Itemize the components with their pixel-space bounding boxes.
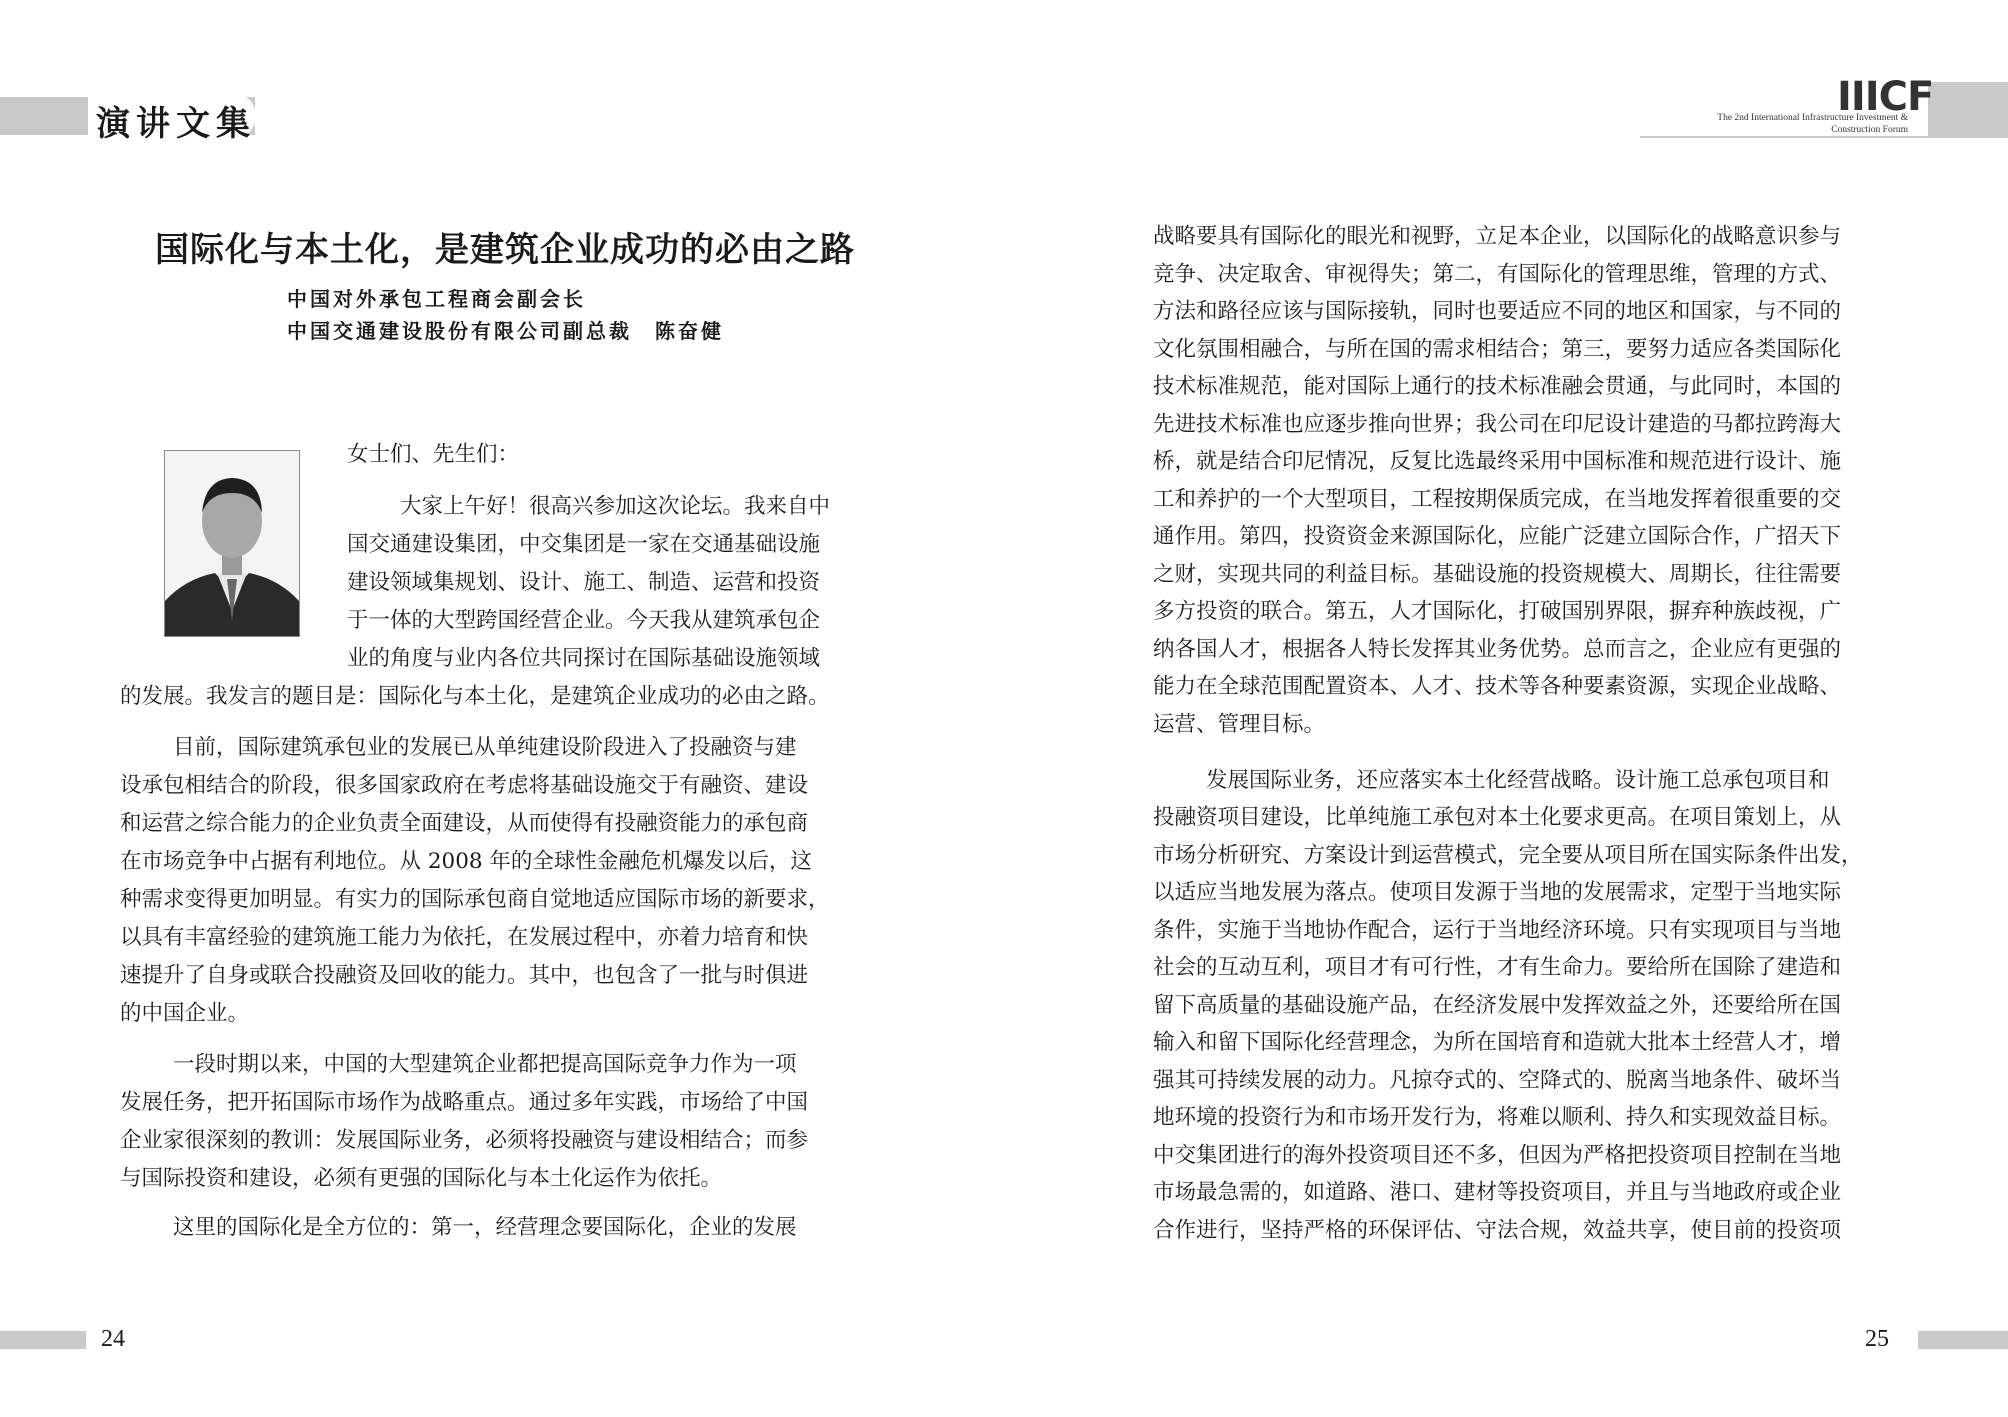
left-text-line: 女士们、先生们： <box>347 442 520 467</box>
right-text-line: 合作进行，坚持严格的环保评估、守法合规，效益共享，使目前的投资项 <box>1153 1218 1842 1243</box>
left-text-line: 的中国企业。 <box>120 1001 250 1026</box>
author-affiliation-1: 中国对外承包工程商会副会长 <box>287 287 586 311</box>
header-bar-right <box>1928 82 2008 138</box>
left-text-line: 设承包相结合的阶段，很多国家政府在考虑将基础设施交于有融资、建设 <box>120 773 809 798</box>
left-text-line: 在市场竞争中占据有利地位。从 2008 年的全球性金融危机爆发以后，这 <box>120 849 812 874</box>
footer-bar-right <box>1918 1331 2008 1349</box>
right-text-line: 桥，就是结合印尼情况，反复比选最终采用中国标准和规范进行设计、施 <box>1153 449 1842 474</box>
left-text-line: 业的角度与业内各位共同探讨在国际基础设施领域 <box>347 646 821 671</box>
section-title: 演讲文集 <box>96 104 256 144</box>
left-text-line: 发展任务，把开拓国际市场作为战略重点。通过多年实践，市场给了中国 <box>120 1090 809 1115</box>
right-text-line: 市场分析研究、方案设计到运营模式，完全要从项目所在国实际条件出发， <box>1153 843 1863 868</box>
left-text-line: 国交通建设集团，中交集团是一家在交通基础设施 <box>347 532 821 557</box>
left-text-line: 企业家很深刻的教训：发展国际业务，必须将投融资与建设相结合；而参 <box>120 1128 809 1153</box>
right-text-line: 运营、管理目标。 <box>1153 712 1326 737</box>
right-text-line: 社会的互动互利，项目才有可行性，才有生命力。要给所在国除了建造和 <box>1153 955 1842 980</box>
right-text-line: 纳各国人才，根据各人特长发挥其业务优势。总而言之，企业应有更强的 <box>1153 637 1842 662</box>
article-title: 国际化与本土化，是建筑企业成功的必由之路 <box>155 230 855 270</box>
right-text-line: 输入和留下国际化经营理念，为所在国培育和造就大批本土经营人才，增 <box>1153 1030 1842 1055</box>
right-text-line: 战略要具有国际化的眼光和视野，立足本企业，以国际化的战略意识参与 <box>1153 224 1842 249</box>
right-text-line: 留下高质量的基础设施产品，在经济发展中发挥效益之外，还要给所在国 <box>1153 993 1842 1018</box>
left-text-line: 一段时期以来，中国的大型建筑企业都把提高国际竞争力作为一项 <box>173 1052 797 1077</box>
right-text-line: 能力在全球范围配置资本、人才、技术等各种要素资源，实现企业战略、 <box>1153 674 1842 699</box>
forum-logo-subtitle <box>1640 112 1908 136</box>
left-text-line: 速提升了自身或联合投融资及回收的能力。其中，也包含了一批与时俱进 <box>120 963 809 988</box>
right-text-line: 技术标准规范，能对国际上通行的技术标准融会贯通，与此同时，本国的 <box>1153 374 1842 399</box>
right-text-line: 以适应当地发展为落点。使项目发源于当地的发展需求，定型于当地实际 <box>1153 880 1842 905</box>
right-text-line: 多方投资的联合。第五，人才国际化，打破国别界限，摒弃种族歧视，广 <box>1153 599 1842 624</box>
right-text-line: 条件，实施于当地协作配合，运行于当地经济环境。只有实现项目与当地 <box>1153 918 1842 943</box>
left-text-line: 与国际投资和建设，必须有更强的国际化与本土化运作为依托。 <box>120 1166 723 1191</box>
right-text-line: 文化氛围相融合，与所在国的需求相结合；第三，要努力适应各类国际化 <box>1153 337 1842 362</box>
right-text-line: 通作用。第四，投资资金来源国际化，应能广泛建立国际合作，广招天下 <box>1153 524 1842 549</box>
right-text-line: 投融资项目建设，比单纯施工承包对本土化要求更高。在项目策划上，从 <box>1153 805 1842 830</box>
left-text-line: 和运营之综合能力的企业负责全面建设，从而使得有投融资能力的承包商 <box>120 811 809 836</box>
right-text-line: 市场最急需的，如道路、港口、建材等投资项目，并且与当地政府或企业 <box>1153 1180 1842 1205</box>
author-affiliation-2: 中国交通建设股份有限公司副总裁 陈奋健 <box>287 319 724 343</box>
left-text-line: 以具有丰富经验的建筑施工能力为依托，在发展过程中，亦着力培育和快 <box>120 925 809 950</box>
right-text-line: 地环境的投资行为和市场开发行为，将难以顺利、持久和实现效益目标。 <box>1153 1105 1842 1130</box>
right-text-line: 中交集团进行的海外投资项目还不多，但因为严格把投资项目控制在当地 <box>1153 1143 1842 1168</box>
right-text-line: 方法和路径应该与国际接轨，同时也要适应不同的地区和国家，与不同的 <box>1153 299 1842 324</box>
left-text-line: 于一体的大型跨国经营企业。今天我从建筑承包企 <box>347 608 821 633</box>
right-text-line: 强其可持续发展的动力。凡掠夺式的、空降式的、脱离当地条件、破坏当 <box>1153 1068 1842 1093</box>
logo-subtitle-line1: The 2nd International Infrastructure Investment & <box>1717 113 1908 123</box>
author-photo <box>164 450 300 637</box>
left-text-line: 目前，国际建筑承包业的发展已从单纯建设阶段进入了投融资与建 <box>173 735 797 760</box>
logo-subtitle-line2: Construction Forum <box>1831 125 1908 135</box>
left-text-line: 建设领域集规划、设计、施工、制造、运营和投资 <box>347 570 821 595</box>
forum-logo: IIICF <box>1837 74 1934 120</box>
right-text-line: 竞争、决定取舍、审视得失；第二，有国际化的管理思维，管理的方式、 <box>1153 262 1842 287</box>
footer-bar-left <box>0 1331 86 1349</box>
right-text-line: 先进技术标准也应逐步推向世界；我公司在印尼设计建造的马都拉跨海大 <box>1153 412 1842 437</box>
left-text-line: 大家上午好！很高兴参加这次论坛。我来自中 <box>400 494 831 519</box>
left-text-line: 这里的国际化是全方位的：第一，经营理念要国际化，企业的发展 <box>173 1215 797 1240</box>
right-text-line: 发展国际业务，还应落实本土化经营战略。设计施工总承包项目和 <box>1206 768 1830 793</box>
right-text-line: 工和养护的一个大型项目，工程按期保质完成，在当地发挥着很重要的交 <box>1153 487 1842 512</box>
left-text-line: 的发展。我发言的题目是：国际化与本土化，是建筑企业成功的必由之路。 <box>120 684 830 709</box>
left-text-line: 种需求变得更加明显。有实力的国际承包商自觉地适应国际市场的新要求， <box>120 887 830 912</box>
right-text-line: 之财，实现共同的利益目标。基础设施的投资规模大、周期长，往往需要 <box>1153 562 1842 587</box>
page-number-right: 25 <box>1865 1326 1889 1352</box>
page-number-left: 24 <box>101 1326 125 1352</box>
